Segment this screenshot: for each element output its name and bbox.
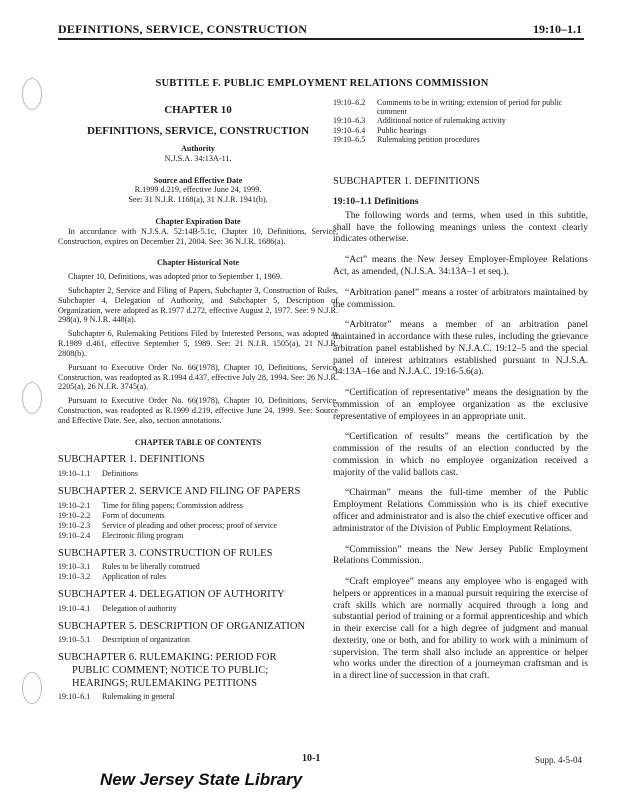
header-rule xyxy=(58,38,584,40)
toc-subchapter-title: SUBCHAPTER 5. DESCRIPTION OF ORGANIZATION xyxy=(58,620,306,632)
chapter-number: CHAPTER 10 xyxy=(164,104,232,116)
subtitle-heading: SUBTITLE F. PUBLIC EMPLOYMENT RELATIONS COMMISSION xyxy=(155,78,489,89)
section-heading: 19:10–1.1 Definitions xyxy=(333,196,419,207)
toc-subchapter-title: SUBCHAPTER 4. DELEGATION OF AUTHORITY xyxy=(58,589,285,601)
toc-entry: 19:10–6.4 Public hearings xyxy=(333,125,427,135)
history-para: Subchapter 6, Rulemaking Petitions Filed by Interested Persons, was adopted as R.1989 d.461, effective September 5, 1989. See: 21 N.J.R. 1505(a), 21 N.J.R. 2808(b). xyxy=(58,329,338,358)
definition-para: “Certification of representative” means the designation by the commission of an employee organization as the exclusive representative of employees in an appropriate unit. xyxy=(333,388,588,422)
right-column xyxy=(333,98,588,692)
definition-para: The following words and terms, when used in this subtitle, shall have the following meanings unless the context clearly indicates otherwise. xyxy=(333,210,588,245)
left-column xyxy=(58,98,338,702)
binder-hole-bottom xyxy=(22,672,42,704)
toc-subchapter-title: SUBCHAPTER 6. RULEMAKING: PERIOD FOR xyxy=(58,652,277,664)
expiration-heading: Chapter Expiration Date xyxy=(155,217,241,227)
binder-hole-top xyxy=(22,78,42,110)
toc-entry: 19:10–3.2 Application of rules xyxy=(58,572,166,582)
definition-para: “Chairman” means the full-time member of the Public Employment Relations Commission who is its chief executive officer and administrator and is also the chief executive officer and administrator of the Division of Public Employment Relations. xyxy=(333,488,588,534)
history-heading: Chapter Historical Note xyxy=(156,258,240,268)
toc-subchapter-title: SUBCHAPTER 3. CONSTRUCTION OF RULES xyxy=(58,547,273,559)
source-heading: Source and Effective Date xyxy=(153,175,243,185)
authority-text: N.J.S.A. 34:13A-11. xyxy=(164,153,232,163)
running-header-right: 19:10–1.1 xyxy=(533,22,582,36)
toc-entry: 19:10–6.1 Rulemaking in general xyxy=(58,692,175,702)
definition-para: “Arbitrator” means a member of an arbitration panel maintained in accordance with these rules, including the grievance arbitration panel established by N.J.A.C. 19:12–5 and the special panel of interest arbitrators established pursuant to N.J.S.A. 34:13A–16e and N.J.A.C. 19:16-5.6(a). xyxy=(333,320,588,378)
toc-subchapter-title: SUBCHAPTER 2. SERVICE AND FILING OF PAPERS xyxy=(58,485,301,497)
definition-para: “Certification of results” means the certification by the commission of the results of an election conducted by the commission in which no employee organization received a majority of the valid ballots cast. xyxy=(333,432,588,478)
history-para: Pursuant to Executive Order No. 66(1978), Chapter 10, Definitions, Service, Construction, was readopted as R.1999 d.219, effective June 24, 1999. See: Source and Effective Date. See, also, section annotations. xyxy=(58,396,338,425)
toc-subchapter-title-cont: PUBLIC COMMENT; NOTICE TO PUBLIC; xyxy=(72,664,269,676)
toc-subchapter-title: SUBCHAPTER 1. DEFINITIONS xyxy=(58,454,205,466)
toc-entry: 19:10–2.2 Form of documents xyxy=(58,510,165,520)
definition-para: “Arbitration panel” means a roster of arbitrators maintained by the commission. xyxy=(333,287,588,310)
toc-entry: 19:10–3.1 Rules to be liberally construed xyxy=(58,562,200,572)
toc-entry: 19:10–2.3 Service of pleading and other process; proof of service xyxy=(58,520,278,530)
toc-entry: 19:10–4.1 Delegation of authority xyxy=(58,603,177,613)
source-line-2: See: 31 N.J.R. 1168(a), 31 N.J.R. 1941(b). xyxy=(128,195,268,205)
supplement-date: Supp. 4-5-04 xyxy=(535,755,582,765)
history-para: Subchapter 2, Service and Filing of Papers, Subchapter 3, Construction of Rules, Subchapter 4, Delegation of Authority, and Subchapter 5, Description of Organization, were adopted as R.1977 d.272, effective August 2, 1977. See: 9 N.J.R. 298(a), 9 N.J.R. 448(a). xyxy=(58,285,338,325)
definition-para: “Commission” means the New Jersey Public Employment Relations Commission. xyxy=(333,544,588,567)
subchapter-heading: SUBCHAPTER 1. DEFINITIONS xyxy=(333,175,480,187)
history-para: Chapter 10, Definitions, was adopted prior to September 1, 1969. xyxy=(68,271,282,281)
toc-subchapter-title-cont: HEARINGS; RULEMAKING PETITIONS xyxy=(72,677,257,689)
source-line-1: R.1999 d.219, effective June 24, 1999. xyxy=(134,185,262,195)
toc-entry: 19:10–2.4 Electronic filing program xyxy=(58,530,184,540)
running-header-left: DEFINITIONS, SERVICE, CONSTRUCTION xyxy=(58,22,308,36)
chapter-name: DEFINITIONS, SERVICE, CONSTRUCTION xyxy=(86,125,310,138)
definition-para: “Act” means the New Jersey Employer-Employee Relations Act, as amended, (N.J.S.A. 34:13A–1 et seq.). xyxy=(333,255,588,277)
toc-heading: CHAPTER TABLE OF CONTENTS xyxy=(134,437,262,447)
toc-entry: 19:10–5.1 Description of organization xyxy=(58,635,190,645)
binder-hole-middle xyxy=(22,382,42,414)
toc-entry: 19:10–1.1 Definitions xyxy=(58,468,138,478)
library-stamp: New Jersey State Library xyxy=(100,770,303,789)
page-number: 10-1 xyxy=(302,753,321,764)
toc-entry: 19:10–2.1 Time for filing papers; Commission address xyxy=(58,500,243,510)
toc-entry: 19:10–6.5 Rulemaking petition procedures xyxy=(333,134,480,144)
expiration-text: In accordance with N.J.S.A. 52:14B-5.1c, Chapter 10, Definitions, Service, Construction, expires on December 21, 2004. See: 36 N.J.R. 1686(a). xyxy=(58,226,338,246)
history-para: Pursuant to Executive Order No. 66(1978), Chapter 10, Definitions, Service, Construction, was readopted as R.1994 d.437, effective July 28, 1994. See: 26 N.J.R. 2205(a), 26 N.J.R. 3745(a). xyxy=(58,362,338,392)
authority-heading: Authority xyxy=(181,144,215,154)
definition-para: “Craft employee” means any employee who is engaged with helpers or apprentices in a manual pursuit requiring the exercise of craft skills which are normally acquired through a long and substantial period of training or a formal apprenticeship and which in their exercise call for a high degree of judgment and manual dexterity, one or both, and for ability to work with a minimum of supervision. The term shall also include an apprentice or helper who works under the direction of a journeyman craftsman and is in a direct line of succession in that craft. xyxy=(333,577,588,682)
toc-entry: 19:10–6.3 Additional notice of rulemaking activity xyxy=(333,116,506,126)
toc-entry: 19:10–6.2 Comments to be in writing; extension of period for public comment xyxy=(333,98,563,117)
